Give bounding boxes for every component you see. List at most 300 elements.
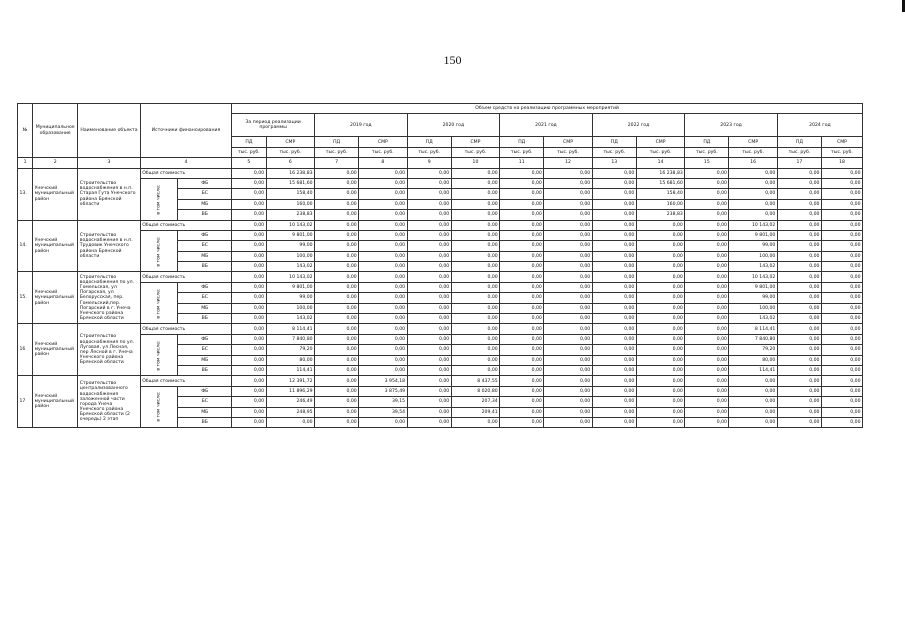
value-cell: 79,20: [266, 345, 314, 355]
value-cell: 0,00: [777, 199, 821, 209]
value-cell: 0,00: [636, 251, 684, 261]
value-cell: 0,00: [636, 324, 684, 334]
value-cell: 10 143,02: [266, 272, 314, 282]
funding-source: БС: [178, 241, 232, 251]
value-cell: 0,00: [500, 178, 544, 188]
value-cell: 0,00: [636, 386, 684, 396]
table-row: [18, 168, 863, 178]
value-cell: 0,00: [500, 199, 544, 209]
value-cell: 79,20: [729, 345, 777, 355]
value-cell: 99,00: [266, 293, 314, 303]
value-cell: 0,00: [359, 230, 407, 240]
value-cell: 0,00: [821, 293, 862, 303]
table-row: [18, 272, 863, 282]
header-unit: тыс. руб.: [729, 147, 777, 157]
value-cell: 0,00: [636, 376, 684, 386]
value-cell: 0,00: [592, 262, 636, 272]
header-year-2023: 2023 год: [685, 114, 778, 137]
value-cell: 0,00: [821, 365, 862, 375]
value-cell: 0,00: [232, 168, 266, 178]
header-unit: тыс. руб.: [451, 147, 499, 157]
value-cell: 0,00: [821, 376, 862, 386]
value-cell: 0,00: [777, 272, 821, 282]
value-cell: 0,00: [685, 262, 729, 272]
value-cell: 0,00: [685, 210, 729, 220]
value-cell: 0,00: [636, 334, 684, 344]
value-cell: 0,00: [821, 251, 862, 261]
value-cell: 0,00: [685, 241, 729, 251]
value-cell: 158,40: [266, 189, 314, 199]
value-cell: 0,00: [777, 168, 821, 178]
value-cell: 0,00: [315, 376, 359, 386]
value-cell: 0,00: [685, 314, 729, 324]
value-cell: 0,00: [592, 334, 636, 344]
in-which-label: [140, 334, 178, 376]
header-unit: тыс. руб.: [407, 147, 451, 157]
value-cell: 0,00: [500, 397, 544, 407]
value-cell: 0,00: [592, 407, 636, 417]
value-cell: 0,00: [544, 417, 592, 427]
row-number: 17: [18, 376, 33, 428]
funding-source: ФБ: [178, 386, 232, 396]
value-cell: 0,00: [359, 241, 407, 251]
value-cell: 0,00: [407, 241, 451, 251]
value-cell: 11 896,29: [266, 386, 314, 396]
in-which-text: в том числе:: [156, 288, 162, 319]
col-number: 9: [407, 158, 451, 168]
value-cell: 0,00: [232, 241, 266, 251]
value-cell: 0,00: [685, 397, 729, 407]
value-cell: 0,00: [685, 407, 729, 417]
col-number: 11: [500, 158, 544, 168]
value-cell: 0,00: [636, 314, 684, 324]
value-cell: 0,00: [729, 407, 777, 417]
value-cell: 0,00: [636, 230, 684, 240]
value-cell: 114,41: [266, 365, 314, 375]
value-cell: 0,00: [544, 220, 592, 230]
header-unit: тыс. руб.: [821, 147, 862, 157]
value-cell: 0,00: [232, 178, 266, 188]
value-cell: 0,00: [729, 386, 777, 396]
funding-source: БС: [178, 345, 232, 355]
value-cell: 0,00: [500, 272, 544, 282]
value-cell: 0,00: [451, 293, 499, 303]
value-cell: 0,00: [777, 303, 821, 313]
value-cell: 0,00: [232, 199, 266, 209]
value-cell: 0,00: [359, 314, 407, 324]
value-cell: 158,40: [636, 189, 684, 199]
value-cell: 0,00: [685, 178, 729, 188]
value-cell: 0,00: [544, 241, 592, 251]
value-cell: 0,00: [407, 334, 451, 344]
value-cell: 9 801,00: [729, 282, 777, 292]
value-cell: 0,00: [451, 251, 499, 261]
value-cell: 8 114,41: [729, 324, 777, 334]
value-cell: 0,00: [592, 230, 636, 240]
value-cell: 0,00: [232, 334, 266, 344]
value-cell: 0,00: [821, 189, 862, 199]
table-row: [18, 178, 863, 188]
value-cell: 0,00: [685, 386, 729, 396]
value-cell: 0,00: [544, 272, 592, 282]
row-number: 15.: [18, 272, 33, 324]
value-cell: 0,00: [359, 365, 407, 375]
value-cell: 0,00: [232, 365, 266, 375]
object-name-cell: Строительство водоснабжения по ул. Луговая, ул Лесная, пер Лесной в г. Унеча Унечского района Брянской области: [78, 324, 140, 376]
table-row: [18, 282, 863, 292]
value-cell: 0,00: [729, 178, 777, 188]
header-unit: тыс. руб.: [636, 147, 684, 157]
header-smr: СМР: [359, 137, 407, 147]
value-cell: 0,00: [407, 324, 451, 334]
value-cell: 114,41: [729, 365, 777, 375]
value-cell: 0,00: [821, 334, 862, 344]
value-cell: 0,00: [315, 282, 359, 292]
municipality-cell: Унечский муниципальный район: [33, 324, 78, 376]
header-unit: тыс. руб.: [500, 147, 544, 157]
total-cost-label: Общая стоимость: [140, 220, 231, 230]
value-cell: 0,00: [315, 386, 359, 396]
col-number: 5: [232, 158, 266, 168]
value-cell: 0,00: [821, 314, 862, 324]
value-cell: 0,00: [685, 168, 729, 178]
value-cell: 0,00: [821, 303, 862, 313]
table-row: [18, 376, 863, 386]
value-cell: 0,00: [407, 272, 451, 282]
header-pd: ПД: [407, 137, 451, 147]
in-which-label: [140, 282, 178, 324]
value-cell: 0,00: [359, 189, 407, 199]
value-cell: 0,00: [592, 282, 636, 292]
value-cell: 0,00: [359, 251, 407, 261]
value-cell: 0,00: [315, 314, 359, 324]
value-cell: 0,00: [266, 417, 314, 427]
value-cell: 0,00: [359, 345, 407, 355]
table-row: [18, 324, 863, 334]
value-cell: 0,00: [592, 241, 636, 251]
funding-source: ВБ: [178, 314, 232, 324]
value-cell: 0,00: [821, 178, 862, 188]
value-cell: 0,00: [232, 386, 266, 396]
value-cell: 80,00: [729, 355, 777, 365]
header-unit: тыс. руб.: [315, 147, 359, 157]
col-number: 6: [266, 158, 314, 168]
value-cell: 0,00: [500, 324, 544, 334]
value-cell: 0,00: [544, 199, 592, 209]
header-smr: СМР: [729, 137, 777, 147]
value-cell: 0,00: [777, 355, 821, 365]
value-cell: 0,00: [359, 178, 407, 188]
value-cell: 0,00: [359, 282, 407, 292]
value-cell: 0,00: [359, 272, 407, 282]
value-cell: 0,00: [777, 189, 821, 199]
value-cell: 0,00: [359, 355, 407, 365]
value-cell: 209,41: [451, 407, 499, 417]
value-cell: 0,00: [777, 314, 821, 324]
header-pd: ПД: [592, 137, 636, 147]
value-cell: 0,00: [315, 293, 359, 303]
value-cell: 0,00: [315, 210, 359, 220]
value-cell: 0,00: [685, 293, 729, 303]
value-cell: 0,00: [636, 272, 684, 282]
value-cell: 0,00: [500, 303, 544, 313]
col-number: 8: [359, 158, 407, 168]
value-cell: 10 143,02: [266, 220, 314, 230]
value-cell: 0,00: [407, 220, 451, 230]
value-cell: 0,00: [407, 282, 451, 292]
value-cell: 0,00: [636, 241, 684, 251]
col-number: 2: [33, 158, 78, 168]
col-number: 17: [777, 158, 821, 168]
value-cell: 0,00: [777, 365, 821, 375]
table-row: [18, 386, 863, 396]
value-cell: 0,00: [777, 376, 821, 386]
header-smr: СМР: [544, 137, 592, 147]
value-cell: 0,00: [232, 303, 266, 313]
value-cell: 0,00: [359, 334, 407, 344]
header-unit: тыс. руб.: [544, 147, 592, 157]
value-cell: 0,00: [777, 345, 821, 355]
value-cell: 0,00: [407, 355, 451, 365]
value-cell: 0,00: [500, 417, 544, 427]
value-cell: 0,00: [500, 376, 544, 386]
header-volume: Объем средств на реализацию программных мероприятий: [232, 104, 863, 114]
object-name-cell: Строительство водоснабжения в н.п. Старая Гута Унечского района Брянской области: [78, 168, 140, 220]
value-cell: 0,00: [729, 397, 777, 407]
header-smr: СМР: [451, 137, 499, 147]
col-number: 3: [78, 158, 140, 168]
value-cell: 0,00: [777, 282, 821, 292]
row-number: 13.: [18, 168, 33, 220]
municipality-cell: Унечский муниципальный район: [33, 272, 78, 324]
value-cell: 0,00: [500, 386, 544, 396]
value-cell: 0,00: [821, 386, 862, 396]
header-period: За период реализации программы: [232, 114, 315, 137]
value-cell: 0,00: [592, 251, 636, 261]
value-cell: 0,00: [592, 386, 636, 396]
value-cell: 0,00: [777, 251, 821, 261]
value-cell: 0,00: [636, 220, 684, 230]
value-cell: 0,00: [451, 262, 499, 272]
header-numbers-row: [18, 158, 863, 168]
value-cell: 0,00: [407, 407, 451, 417]
funding-source: ФБ: [178, 230, 232, 240]
value-cell: 0,00: [500, 189, 544, 199]
value-cell: 0,00: [592, 189, 636, 199]
funding-source: БС: [178, 397, 232, 407]
value-cell: 0,00: [544, 293, 592, 303]
value-cell: 0,00: [500, 251, 544, 261]
value-cell: 0,00: [451, 365, 499, 375]
municipality-cell: Унечский муниципальный район: [33, 168, 78, 220]
total-cost-label: Общая стоимость: [140, 324, 231, 334]
value-cell: 100,00: [729, 303, 777, 313]
value-cell: 0,00: [544, 355, 592, 365]
value-cell: 0,00: [592, 272, 636, 282]
col-number: 18: [821, 158, 862, 168]
funding-source: БС: [178, 293, 232, 303]
value-cell: 0,00: [544, 303, 592, 313]
table-row: [18, 220, 863, 230]
value-cell: 0,00: [500, 210, 544, 220]
value-cell: 99,00: [729, 293, 777, 303]
value-cell: 0,00: [636, 417, 684, 427]
value-cell: 0,00: [729, 168, 777, 178]
value-cell: 0,00: [544, 365, 592, 375]
table-header: [18, 104, 863, 169]
value-cell: 0,00: [821, 230, 862, 240]
value-cell: 0,00: [232, 376, 266, 386]
value-cell: 0,00: [315, 199, 359, 209]
total-cost-label: Общая стоимость: [140, 376, 231, 386]
value-cell: 0,00: [315, 324, 359, 334]
header-source: Источники финансирования: [140, 104, 231, 158]
value-cell: 0,00: [592, 303, 636, 313]
value-cell: 0,00: [315, 365, 359, 375]
row-number: 14.: [18, 220, 33, 272]
in-which-text: в том числе:: [156, 184, 162, 215]
value-cell: 0,00: [407, 262, 451, 272]
value-cell: 0,00: [500, 355, 544, 365]
header-municipality: Муниципальное образование: [33, 104, 78, 158]
value-cell: 0,00: [359, 210, 407, 220]
value-cell: 0,00: [821, 355, 862, 365]
value-cell: 9 801,00: [266, 230, 314, 240]
value-cell: 0,00: [315, 345, 359, 355]
value-cell: 9 801,00: [729, 230, 777, 240]
value-cell: 0,00: [315, 303, 359, 313]
value-cell: 0,00: [451, 199, 499, 209]
value-cell: 0,00: [232, 220, 266, 230]
funding-source: ВБ: [178, 365, 232, 375]
value-cell: 0,00: [777, 230, 821, 240]
value-cell: 0,00: [407, 293, 451, 303]
value-cell: 0,00: [500, 241, 544, 251]
value-cell: 0,00: [821, 407, 862, 417]
in-which-text: в том числе:: [156, 236, 162, 267]
value-cell: 0,00: [451, 324, 499, 334]
value-cell: 0,00: [636, 303, 684, 313]
value-cell: 0,00: [592, 168, 636, 178]
object-name-cell: Строительство водоснабжения по ул. Гомельская, ул Погарская, ул Белорусская, пер. Гомельский,пер. Погарский в г. Унеча Унечского района Брянской области: [78, 272, 140, 324]
value-cell: 0,00: [232, 272, 266, 282]
value-cell: 0,00: [685, 376, 729, 386]
value-cell: 0,00: [500, 314, 544, 324]
value-cell: 0,00: [232, 251, 266, 261]
value-cell: 0,00: [232, 397, 266, 407]
value-cell: 0,00: [500, 345, 544, 355]
total-cost-label: Общая стоимость: [140, 168, 231, 178]
value-cell: 0,00: [729, 417, 777, 427]
row-number: 16: [18, 324, 33, 376]
value-cell: 0,00: [232, 293, 266, 303]
value-cell: 0,00: [685, 272, 729, 282]
header-unit: тыс. руб.: [359, 147, 407, 157]
value-cell: 0,00: [685, 324, 729, 334]
table-row: [18, 230, 863, 240]
value-cell: 0,00: [636, 345, 684, 355]
header-smr: СМР: [266, 137, 314, 147]
value-cell: 0,00: [729, 189, 777, 199]
in-which-text: в том числе:: [156, 391, 162, 423]
value-cell: 0,00: [777, 417, 821, 427]
value-cell: 10 143,02: [729, 272, 777, 282]
value-cell: 0,00: [685, 282, 729, 292]
value-cell: 0,00: [636, 355, 684, 365]
value-cell: 0,00: [359, 293, 407, 303]
value-cell: 0,00: [544, 386, 592, 396]
value-cell: 0,00: [315, 189, 359, 199]
value-cell: 8 020,80: [451, 386, 499, 396]
header-pd: ПД: [685, 137, 729, 147]
value-cell: 8 114,41: [266, 324, 314, 334]
table-body: [18, 168, 863, 428]
value-cell: 0,00: [232, 282, 266, 292]
value-cell: 0,00: [777, 262, 821, 272]
value-cell: 0,00: [500, 365, 544, 375]
value-cell: 0,00: [729, 210, 777, 220]
header-year-2021: 2021 год: [500, 114, 593, 137]
value-cell: 0,00: [777, 293, 821, 303]
col-number: 12: [544, 158, 592, 168]
value-cell: 0,00: [407, 314, 451, 324]
municipality-cell: Унечский муниципальный район: [33, 220, 78, 272]
value-cell: 0,00: [232, 355, 266, 365]
value-cell: 0,00: [636, 282, 684, 292]
value-cell: 0,00: [407, 189, 451, 199]
value-cell: 248,95: [266, 407, 314, 417]
funding-source: ФБ: [178, 282, 232, 292]
value-cell: 0,00: [315, 230, 359, 240]
value-cell: 0,00: [544, 345, 592, 355]
value-cell: 143,02: [266, 262, 314, 272]
value-cell: 0,00: [232, 262, 266, 272]
value-cell: 0,00: [821, 272, 862, 282]
value-cell: 0,00: [592, 210, 636, 220]
value-cell: 0,00: [407, 230, 451, 240]
value-cell: 3 954,18: [359, 376, 407, 386]
value-cell: 0,00: [451, 168, 499, 178]
value-cell: 0,00: [685, 220, 729, 230]
value-cell: 0,00: [500, 168, 544, 178]
value-cell: 0,00: [544, 262, 592, 272]
table-row: [18, 334, 863, 344]
value-cell: 0,00: [636, 262, 684, 272]
value-cell: 0,00: [359, 417, 407, 427]
value-cell: 0,00: [685, 345, 729, 355]
header-unit: тыс. руб.: [685, 147, 729, 157]
municipality-cell: Унечский муниципальный район: [33, 376, 78, 428]
value-cell: 100,00: [729, 251, 777, 261]
financing-table: [17, 103, 863, 428]
col-number: 1: [18, 158, 33, 168]
value-cell: 99,00: [266, 241, 314, 251]
value-cell: 0,00: [315, 251, 359, 261]
value-cell: 0,00: [315, 397, 359, 407]
value-cell: 3 875,49: [359, 386, 407, 396]
value-cell: 0,00: [451, 282, 499, 292]
value-cell: 0,00: [777, 220, 821, 230]
value-cell: 0,00: [777, 386, 821, 396]
value-cell: 0,00: [451, 178, 499, 188]
value-cell: 0,00: [777, 334, 821, 344]
value-cell: 0,00: [315, 417, 359, 427]
header-smr: СМР: [636, 137, 684, 147]
value-cell: 0,00: [451, 334, 499, 344]
value-cell: 0,00: [232, 407, 266, 417]
value-cell: 0,00: [544, 189, 592, 199]
value-cell: 0,00: [592, 220, 636, 230]
